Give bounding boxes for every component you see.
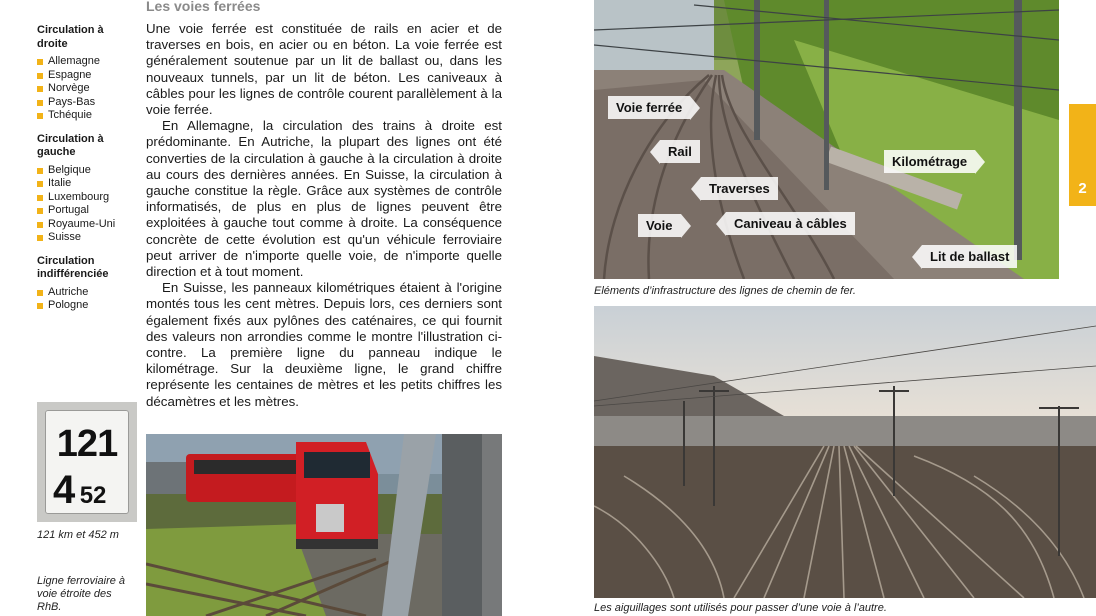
km-sign-caption: 121 km et 452 m xyxy=(37,529,119,541)
chapter-number: 2 xyxy=(1078,180,1087,197)
train-caption: Ligne ferroviaire à voie étroite des RhB. xyxy=(37,575,126,613)
paragraph: En Allemagne, la circulation des trains à droite est prédominante. En Autriche, la plupart des lignes ont été converties de la circulation à gauche à la circulation à droite au cours des dernières années. En Suisse, la circulation à gauche constitue la règle. Grâce aux systèmes de contrôle informatisés, de plus en plus de lignes peuvent être exploitées à gauche tout comme à droite. La conséquence concrète de cette évolution est qu'un véhicule ferroviaire peut arriver de n'importe quelle voie, de n'importe quelle direction et à tout moment. xyxy=(146,118,502,280)
list-item: Espagne xyxy=(37,69,137,83)
label-ballast: Lit de ballast xyxy=(922,245,1017,268)
infrastructure-photo xyxy=(594,0,1059,279)
label-traverses: Traverses xyxy=(701,177,778,200)
sidebar-traffic-lists xyxy=(37,24,137,323)
group-right xyxy=(37,24,137,123)
chapter-tab[interactable] xyxy=(1069,104,1096,206)
article-body xyxy=(146,21,502,410)
list-item: Royaume-Uni xyxy=(37,218,137,232)
km-sign-photo xyxy=(37,402,137,522)
label-kilometrage: Kilométrage xyxy=(884,150,975,173)
infrastructure-caption: Eléments d’infrastructure des lignes de chemin de fer. xyxy=(594,285,856,297)
km-sign-metres xyxy=(53,470,106,510)
km-sign-kilometre: 121 xyxy=(56,423,118,465)
yard-photo xyxy=(594,306,1096,598)
label-caniveau: Caniveau à câbles xyxy=(726,212,855,235)
list-item: Autriche xyxy=(37,286,137,300)
paragraph: Une voie ferrée est constituée de rails en acier et de traverses en bois, en acier ou en béton. La voie ferrée est généralement soutenue par un lit de ballast ou, dans les nouveaux tunnels, par un lit de béton. Les caniveaux à câbles pour les lignes de contrôle courent parallèlement à la voie ferrée. xyxy=(146,21,502,118)
list-item: Pologne xyxy=(37,299,137,313)
label-rail: Rail xyxy=(660,140,700,163)
list-item: Suisse xyxy=(37,231,137,245)
group-title: Circulation à droite xyxy=(37,24,104,50)
group-title: Circulation à gauche xyxy=(37,132,104,158)
group-left xyxy=(37,133,137,245)
list-item: Allemagne xyxy=(37,55,137,69)
list-item: Pays-Bas xyxy=(37,96,137,110)
paragraph: En Suisse, les panneaux kilométriques étaient à l'origine montés tous les cent mètres. Depuis lors, ces derniers sont également fixés aux pylônes des caténaires, ce qui fournit des valeurs non arrondies comme le montre l'illustration ci-contre. La première ligne du panneau indique le kilométrage. Sur la deuxième ligne, le grand chiffre représente les centaines de mètres et les petits chiffres les décamètres et les mètres. xyxy=(146,280,502,409)
train-photo xyxy=(146,434,502,616)
km-sign-tens: 52 xyxy=(79,482,107,509)
list-item: Portugal xyxy=(37,204,137,218)
km-sign-plate xyxy=(45,410,129,514)
list-item: Luxembourg xyxy=(37,191,137,205)
list-item: Norvège xyxy=(37,82,137,96)
section-title: Les voies ferrées xyxy=(146,0,261,14)
label-voie-ferree: Voie ferrée xyxy=(608,96,690,119)
list-item: Belgique xyxy=(37,164,137,178)
label-voie: Voie xyxy=(638,214,681,237)
group-mixed xyxy=(37,255,137,313)
yard-caption: Les aiguillages sont utilisés pour passer d’une voie à l’autre. xyxy=(594,602,887,614)
list-item: Tchéquie xyxy=(37,109,137,123)
group-title: Circulation indifférenciée xyxy=(37,254,109,280)
km-sign-hundreds: 4 xyxy=(53,468,76,512)
list-item: Italie xyxy=(37,177,137,191)
